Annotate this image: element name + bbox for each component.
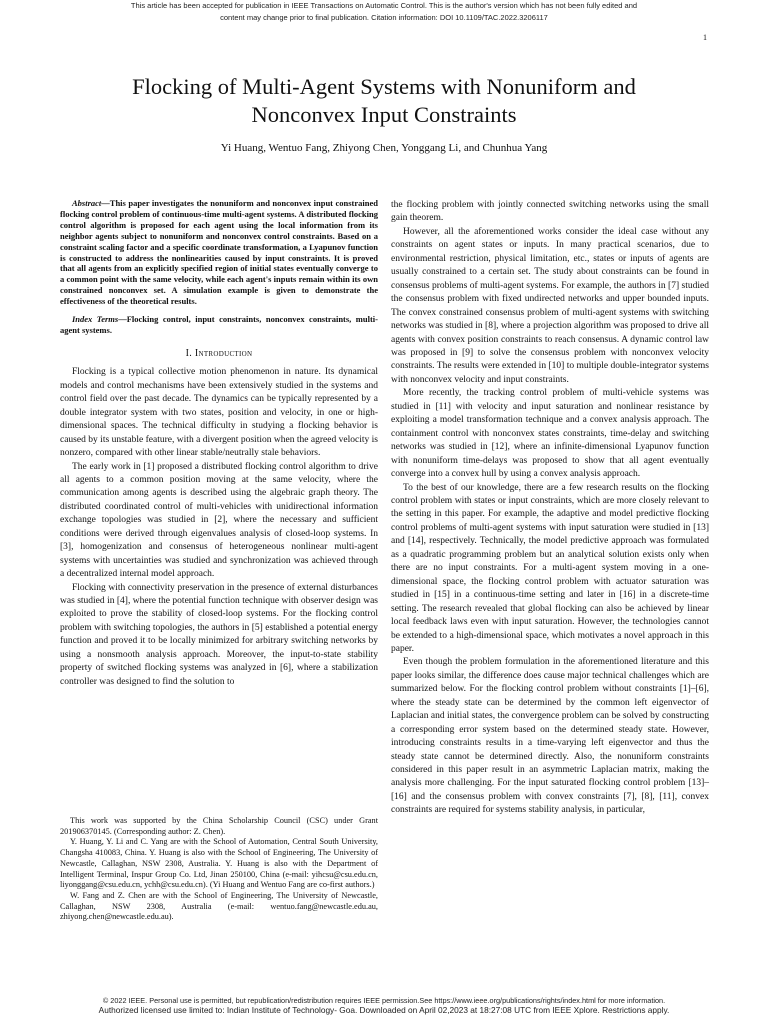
notice-line-1: This article has been accepted for publication in IEEE Transactions on Automatic Control. This is the author's version which has not been fully edited and (130, 1, 638, 10)
notice-line-2: content may change prior to final publication. Citation information: DOI 10.1109/TAC.2022.3206117 (220, 13, 548, 22)
footnote: Y. Huang, Y. Li and C. Yang are with the School of Automation, Central South University, Changsha 410083, China. Y. Huang is also with the School of Engineering, The University of Newcastle, Callaghan, NSW 2308, Australia. Y. Huang is also with the Department of Intelligent Terminal, Inspur Group Co. Ltd, Jinan 250100, China (e-mail: yihcsu@csu.edu.cn, liyonggang@csu.edu.cn, ychh@csu.edu.cn). (Yi Huang and Wentuo Fang are co-first authors.) (60, 837, 378, 890)
author-list: Yi Huang, Wentuo Fang, Zhiyong Chen, Yonggang Li, and Chunhua Yang (220, 142, 548, 154)
footnote: This work was supported by the China Scholarship Council (CSC) under Grant 201906370145. (Corresponding author: Z. Chen). (60, 816, 378, 836)
left-column (60, 198, 378, 689)
body-paragraph: To the best of our knowledge, there are a few research results on the flocking control problem with states or input constraints, which are more closely relevant to the setting in this paper. For example, the adaptive and model predictive flocking control problems of multi-agent systems with input saturation were studied in [13] and [14], respectively. Technically, the model predictive approach was formulated as a quadratic programming problem but an analytical solution exists only when there are no input constraints. For a multi-agent system moving in a one-dimensional space, the flocking control problem with actuator saturation was studied in [15] in a continuous-time setting and later in [16] in a discrete-time setting. The research revealed that global flocking can also be achieved by linear local feedback laws even with input saturation. However, the technologies cannot be extended to a high-dimensional space, which motivates a novel approach in this paper. (391, 482, 709, 654)
body-paragraph: However, all the aforementioned works consider the ideal case without any constraints on agent states or inputs. In many practical scenarios, due to environmental restriction, physical limitation, etc., states or inputs of agents are usually constrained to a certain set. The study about constraints can be found in consensus problems of multi-agent systems. For example, the authors in [7] studied the consensus problem with fixed undirected networks and upper bounded inputs. The convex constrained consensus problem of multi-agent systems with switching networks was studied in [8], where a projection algorithm was proposed to drive all agents with convex position constraints to reach consensus. A dynamic control law was proposed in [9] to solve the consensus problem with nonconvex velocity constraints. The results were extended in [10] to multiple double-integrator systems with nonconvex velocity and input constraints. (391, 226, 709, 385)
license-line: Authorized licensed use limited to: Indian Institute of Technology- Goa. Downloaded on April 02,2023 at 18:27:08 UTC from IEEE Xplore. Restrictions apply. (98, 1005, 670, 1015)
title-line-2: Nonconvex Input Constraints (251, 102, 517, 127)
abstract (60, 198, 378, 307)
right-column (391, 199, 709, 818)
page-number: 1 (703, 33, 707, 42)
copyright-line: © 2022 IEEE. Personal use is permitted, but republication/redistribution requires IEEE permission.See https://www.ieee.org/publications/rights/index.html for more information. (102, 996, 666, 1005)
paper-title (40, 73, 728, 129)
body-paragraph: The early work in [1] proposed a distributed flocking control algorithm to drive all agents to a common position moving at the same velocity, where the communication among agents is described using the algebraic graph theory. The distributed coordinated control of multi-vehicles with unidirectional information exchange topologies was studied in [2], where the necessary and sufficient conditions were derived through eigenvalues analysis of closed-loop systems. In [3], homogenization and consensus of heterogeneous nonlinear multi-agent systems with uncertainties was studied and synchronization was achieved through a decentralized internal model approach. (60, 461, 378, 580)
body-paragraph: Flocking with connectivity preservation in the presence of external disturbances was studied in [4], where the potential function technique with observer design was exploited to prove the stability of closed-loop systems. For the flocking control problem with switching topologies, the authors in [5] established a potential energy function and proved it to be locally minimized for arbitrary switching networks by using a nonsmooth analysis approach. Moreover, the input-to-state stability property of switched flocking systems was analyzed in [6], where a stabilization controller was designed to find the solution to (60, 582, 378, 687)
body-paragraph: Even though the problem formulation in the aforementioned literature and this paper looks similar, the difference does cause major technical challenges which are summarized below. For the flocking control problem without constraints [1]–[6], where the steady state can be determined by the common left eigenvector of Laplacian and initial states, the convergence problem can be solved by constructing a corresponding error system based on the determined steady state. However, introducing constraints results in a time-varying left eigenvector and thus the steady state cannot be determined directly. Also, the nonuniform constraints considered in this paper result in an asymmetric Laplacian matrix, making the analysis more challenging. For the input saturated flocking control problem [13]–[16] and the consensus problem with convex constraints [7], [8], [11], convex constraints are required for systems stability analysis, in particular, (391, 657, 709, 816)
body-paragraph: the flocking problem with jointly connected switching networks using the small gain theorem. (391, 200, 709, 224)
title-line-1: Flocking of Multi-Agent Systems with Nonuniform and (132, 74, 636, 99)
abstract-text: —This paper investigates the nonuniform and nonconvex input constrained flocking control problem of continuous-time multi-agent systems. A distributed flocking control algorithm is proposed for each agent using the local information from its neighbor agents subject to nonuniform and nonconvex control constraints. Based on a constraint scaling factor and a specific coordinate transformation, a Lyapunov function is constructed to address the nonlinearities caused by input constraints. It is proved that all agents from an explicitly specified region of initial states eventually converge to a common point with the same velocity, while each agent's inputs remain within its own constrained nonconvex set. A simulation example is given to demonstrate the effectiveness of the theoretical results. (60, 198, 378, 307)
abstract-label: Abstract (72, 198, 102, 208)
body-paragraph: Flocking is a typical collective motion phenomenon in nature. Its dynamical models and control mechanisms have been extensively studied in the systems and control field over the past decade. The dynamics can be typically represented by a double integrator system with two states, position and velocity, in one or high-dimensional spaces. The technical difficulty in studying a flocking behavior is caused by its unstable feature, with a divergent position when the agreed velocity is nonzero, compared with other linear stable/neutrally stale behaviors. (60, 367, 378, 459)
page-footer (0, 996, 768, 1015)
index-terms-label: Index Terms (72, 314, 119, 325)
footnote: W. Fang and Z. Chen are with the School of Engineering, The University of Newcastle, Callaghan, NSW 2308, Australia (e-mail: wentuo.fang@newcastle.edu.au, zhiyong.chen@newcastle.edu.au). (60, 890, 378, 922)
section-heading: I. Introduction (185, 347, 253, 359)
index-terms-text: —Flocking control, input constraints, nonconvex constraints, multi-agent systems. (60, 314, 378, 335)
acceptance-notice (0, 0, 768, 24)
index-terms (60, 314, 378, 336)
footnotes (60, 816, 378, 923)
body-paragraph: More recently, the tracking control problem of multi-vehicle systems was studied in [11] with velocity and input saturation and nonlinear resistance by exploiting a model transformation technique and a convex analysis approach. The containment control with nonconvex states constraints, time-delay and switching networks was studied in [12], where an infinite-dimensional Lyapunov function with nonuniform time-delays was proposed to show that all agent eventually converge into a convex hull by using a convex analysis approach. (391, 388, 709, 480)
